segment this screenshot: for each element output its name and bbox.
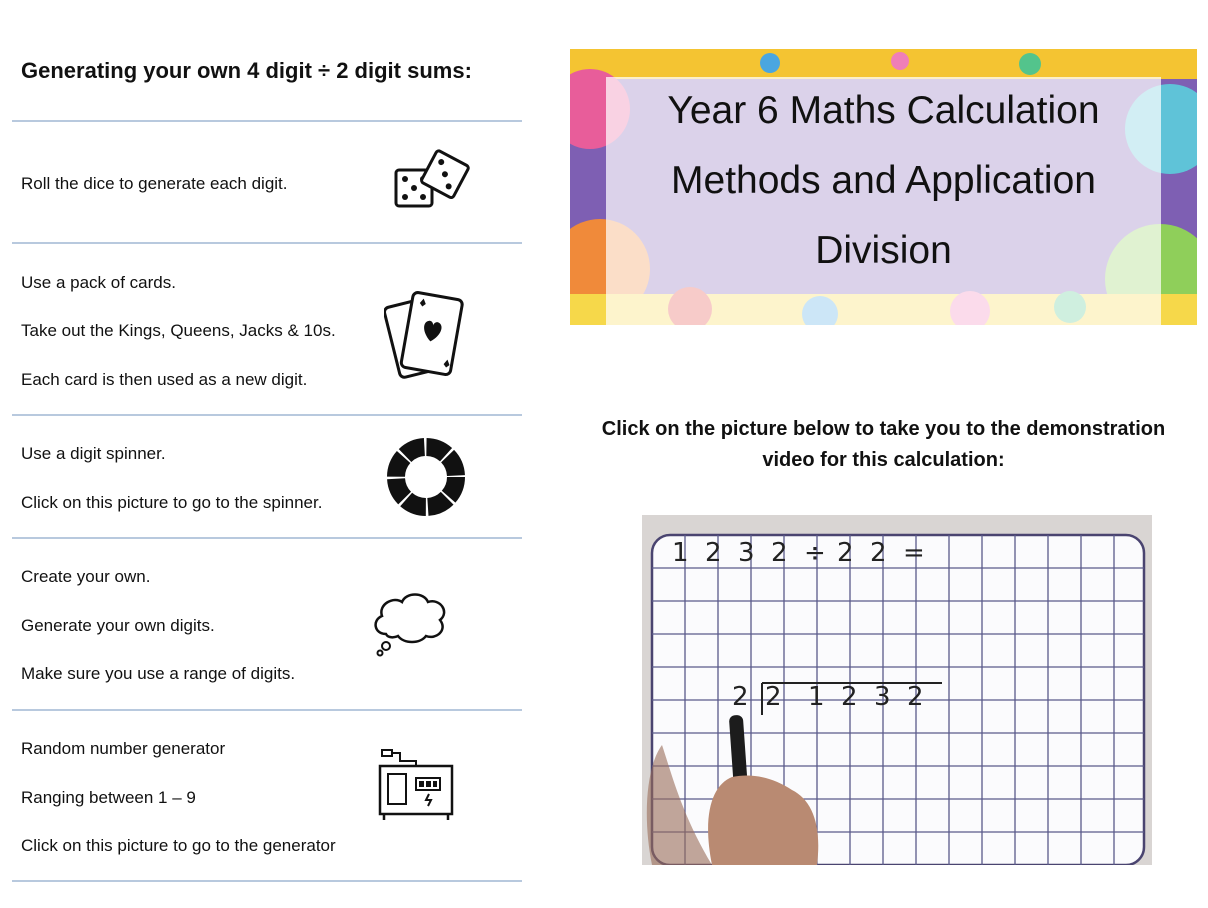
video-instruction-line-2: video for this calculation: bbox=[762, 449, 1005, 471]
equation-digit: 2 bbox=[705, 538, 722, 568]
option-generator-line-2: Ranging between 1 – 9 bbox=[21, 788, 196, 807]
dice-icon[interactable] bbox=[392, 148, 470, 219]
spinner-icon[interactable] bbox=[386, 437, 466, 522]
equation-digit: 2 bbox=[771, 538, 788, 568]
thought-bubble-icon bbox=[370, 586, 450, 663]
option-generator-line-3[interactable]: Click on this picture to go to the generator bbox=[21, 836, 336, 855]
equation-digit: 1 bbox=[672, 538, 689, 568]
equation-digit: 3 bbox=[738, 538, 755, 568]
equation-digit: ÷ bbox=[804, 538, 826, 568]
dividend-digit: 3 bbox=[874, 682, 891, 712]
generator-icon[interactable] bbox=[376, 744, 456, 829]
option-generator-line-1: Random number generator bbox=[21, 739, 226, 758]
banner-title-line-2: Methods and Application bbox=[671, 159, 1096, 202]
option-create-line-3: Make sure you use a range of digits. bbox=[21, 664, 296, 683]
equation-digit: 2 bbox=[837, 538, 854, 568]
page-heading: Generating your own 4 digit ÷ 2 digit sums: bbox=[21, 58, 472, 83]
banner-title-line-1: Year 6 Maths Calculation bbox=[667, 89, 1100, 132]
option-cards-line-3: Each card is then used as a new digit. bbox=[21, 370, 308, 389]
divider bbox=[12, 242, 522, 244]
dividend-digit: 2 bbox=[907, 682, 924, 712]
option-create-line-1: Create your own. bbox=[21, 567, 151, 586]
divisor-digit: 2 bbox=[732, 682, 749, 712]
divider bbox=[12, 709, 522, 711]
equation-digit: 2 bbox=[870, 538, 887, 568]
divider bbox=[12, 414, 522, 416]
left-column bbox=[0, 0, 540, 908]
option-cards-line-2: Take out the Kings, Queens, Jacks & 10s. bbox=[21, 321, 336, 340]
option-cards-line-1: Use a pack of cards. bbox=[21, 273, 176, 292]
option-dice-text: Roll the dice to generate each digit. bbox=[21, 174, 288, 193]
divisor-digit: 2 bbox=[765, 682, 782, 712]
dividend-digit: 1 bbox=[808, 682, 825, 712]
title-banner bbox=[570, 49, 1197, 325]
banner-title-line-3: Division bbox=[815, 229, 952, 272]
divider bbox=[12, 880, 522, 882]
dividend-digit: 2 bbox=[841, 682, 858, 712]
video-instruction-line-1: Click on the picture below to take you to the demonstration bbox=[601, 418, 1166, 440]
option-spinner-line-1: Use a digit spinner. bbox=[21, 444, 166, 463]
video-instruction bbox=[570, 414, 1197, 476]
divider bbox=[12, 537, 522, 539]
equation-digit: = bbox=[903, 538, 925, 568]
option-create-line-2: Generate your own digits. bbox=[21, 616, 215, 635]
demonstration-video-thumbnail[interactable] bbox=[642, 515, 1152, 865]
option-spinner-line-2[interactable]: Click on this picture to go to the spinner. bbox=[21, 493, 323, 512]
divider bbox=[12, 120, 522, 122]
playing-cards-icon[interactable] bbox=[384, 290, 470, 389]
